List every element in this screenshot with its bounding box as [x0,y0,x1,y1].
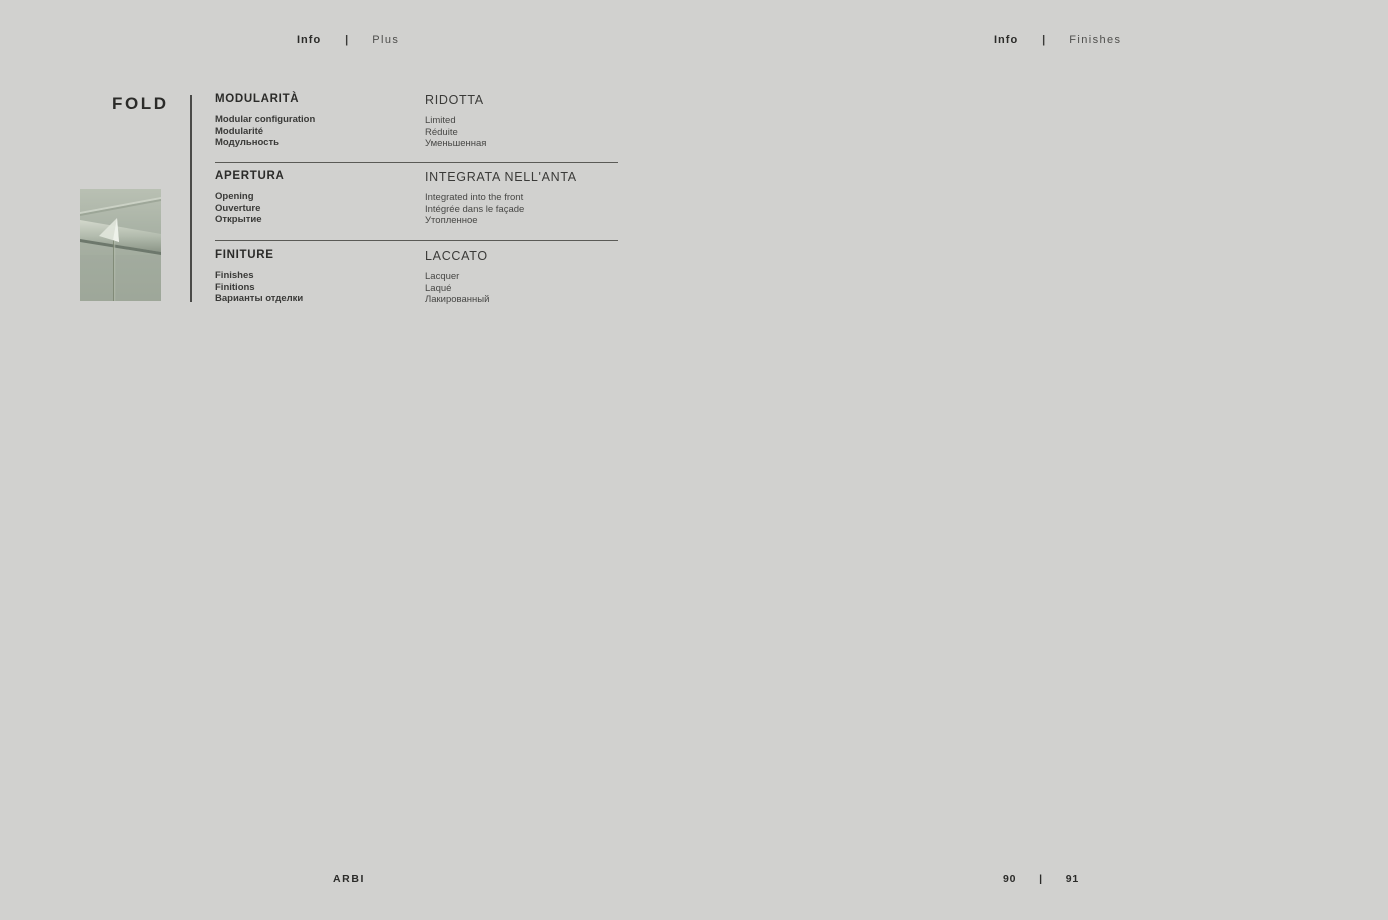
nav-left-tab-info[interactable]: Info [297,34,322,46]
fold-handle-image [80,189,161,301]
spec-value-heading: LACCATO [425,249,488,263]
nav-right [994,33,1121,47]
nav-right-tab-finishes[interactable]: Finishes [1069,34,1122,46]
product-photo [80,189,161,301]
spec-value-heading: RIDOTTA [425,93,484,107]
spec-label-ru: Открытие [215,214,262,226]
spec-section-modularity [215,93,618,150]
spec-label-fr: Modularité [215,125,264,137]
spec-values [425,170,618,227]
spec-label-en: Modular configuration [215,114,316,125]
nav-left-separator: | [345,34,349,46]
spec-label-ru: Варианты отделки [215,293,304,305]
page-numbers [1003,873,1079,885]
spec-section-finishes [215,249,618,306]
spec-value-en: Integrated into the front [425,192,524,203]
brand-logo-text: ARBI [333,873,366,885]
spec-value-ru: Уменьшенная [425,138,487,149]
nav-right-tab-info[interactable]: Info [994,34,1019,46]
nav-right-separator: | [1042,34,1046,46]
section-divider [215,240,618,241]
spec-value-fr: Laqué [425,282,452,294]
spec-value-heading: INTEGRATA NELL'ANTA [425,170,577,184]
spec-value-fr: Réduite [425,126,458,138]
spec-label-fr: Ouverture [215,202,261,214]
spec-labels [215,249,425,306]
spec-value-ru: Утопленное [425,215,478,226]
page-number-left: 90 [1003,873,1017,885]
spec-label-heading: MODULARITÀ [215,93,300,105]
spec-value-ru: Лакированный [425,294,490,305]
vertical-rule [190,95,192,302]
spec-label-fr: Finitions [215,281,255,293]
spec-values [425,93,618,150]
product-title: FOLD [112,94,169,113]
spec-label-en: Finishes [215,270,254,281]
spec-labels [215,93,425,150]
spec-label-heading: APERTURA [215,170,285,182]
spec-values [425,249,618,306]
spec-label-ru: Модульность [215,137,279,149]
page-number-separator: | [1039,873,1043,885]
spec-labels [215,170,425,227]
nav-left-tab-plus[interactable]: Plus [372,34,400,46]
spec-section-opening [215,170,618,227]
page-number-right: 91 [1065,873,1079,885]
section-divider [215,162,618,163]
spec-value-fr: Intégrée dans le façade [425,203,525,215]
spec-label-heading: FINITURE [215,249,274,261]
spec-value-en: Lacquer [425,271,460,282]
spec-label-en: Opening [215,191,254,202]
spec-value-en: Limited [425,115,456,126]
nav-left [297,33,399,47]
